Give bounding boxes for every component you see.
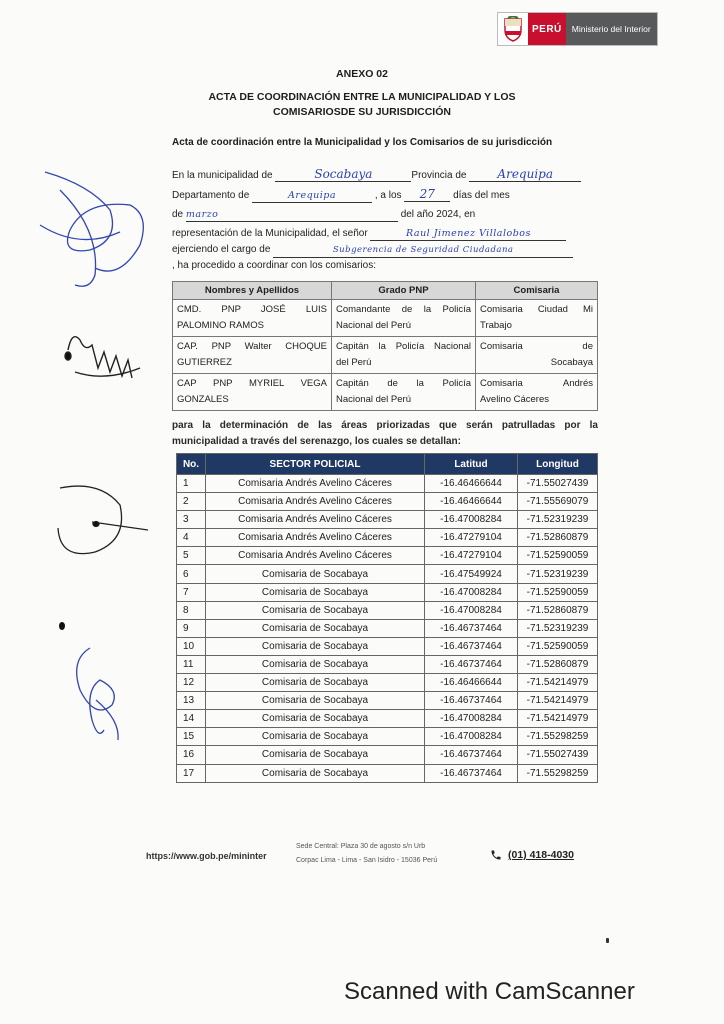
comisario-grade-line-1: Capitán de la Policía: [336, 378, 471, 389]
sector-latitude: -16.47279104: [425, 529, 518, 547]
comisario-grade-line-1: Capitán la Policía Nacional: [336, 341, 471, 352]
sector-longitude: -71.52319239: [518, 565, 598, 583]
sector-name: Comisaria Andrés Avelino Cáceres: [206, 529, 425, 547]
signature-4: [59, 622, 118, 740]
sector-name: Comisaria de Socabaya: [206, 746, 425, 764]
department-value: Arequipa: [252, 189, 372, 203]
comisario-station-line-1: Comisaria Ciudad Mi: [480, 304, 593, 315]
sector-latitude: -16.46466644: [425, 674, 518, 692]
comisario-name-line-1: CAP. PNP Walter CHOQUE: [177, 341, 327, 352]
label-month: días del mes: [453, 190, 510, 201]
sector-number: 4: [177, 529, 206, 547]
header-names: Nombres y Apellidos: [173, 282, 332, 300]
comisario-grade-line-2: Nacional del Perú: [336, 394, 411, 405]
sector-latitude: -16.47279104: [425, 547, 518, 565]
sector-name: Comisaria Andrés Avelino Cáceres: [206, 475, 425, 493]
sector-number: 11: [177, 655, 206, 673]
sector-name: Comisaria de Socabaya: [206, 710, 425, 728]
sector-number: 16: [177, 746, 206, 764]
paragraph-line-2: municipalidad a través del serenazgo, los cuales se detallan:: [172, 436, 461, 447]
label-year: del año 2024, en: [400, 209, 476, 220]
sector-number: 17: [177, 764, 206, 782]
sector-latitude: -16.47008284: [425, 710, 518, 728]
sector-longitude: -71.52590059: [518, 583, 598, 601]
sector-latitude: -16.46466644: [425, 475, 518, 493]
comisario-station-line-1: Comisaria Andrés: [480, 378, 593, 389]
sector-longitude: -71.54214979: [518, 692, 598, 710]
month-value: marzo: [186, 208, 398, 222]
label-de: de: [172, 209, 184, 220]
comisario-name-line-2: GONZALES: [177, 394, 229, 405]
sector-number: 6: [177, 565, 206, 583]
sector-name: Comisaria de Socabaya: [206, 692, 425, 710]
sector-longitude: -71.52590059: [518, 547, 598, 565]
signature-3: [58, 486, 148, 554]
sector-latitude: -16.46737464: [425, 637, 518, 655]
sector-latitude: -16.46737464: [425, 619, 518, 637]
label-position: ejerciendo el cargo de: [172, 244, 271, 255]
header-latitude: Latitud: [425, 454, 518, 475]
sector-longitude: -71.52319239: [518, 619, 598, 637]
sector-longitude: -71.52319239: [518, 511, 598, 529]
logo-ministry: Ministerio del Interior: [566, 13, 657, 45]
sector-name: Comisaria de Socabaya: [206, 728, 425, 746]
sector-number: 13: [177, 692, 206, 710]
document-subtitle: Acta de coordinación entre la Municipalidad y los Comisarios de su jurisdicción: [172, 137, 553, 148]
sector-longitude: -71.55027439: [518, 475, 598, 493]
municipality-value: Socabaya: [275, 168, 411, 182]
form-line-6: , ha procedido a coordinar con los comisarios:: [172, 260, 376, 271]
sector-name: Comisaria de Socabaya: [206, 583, 425, 601]
province-value: Arequipa: [469, 168, 581, 182]
title-line-1: ACTA DE COORDINACIÓN ENTRE LA MUNICIPALIDAD Y LOS: [208, 91, 516, 103]
sector-longitude: -71.52860879: [518, 529, 598, 547]
sector-name: Comisaria de Socabaya: [206, 637, 425, 655]
comisario-grade-line-2: Nacional del Perú: [336, 320, 411, 331]
header-grade: Grado PNP: [332, 282, 476, 300]
header-number: No.: [177, 454, 206, 475]
sector-longitude: -71.55298259: [518, 728, 598, 746]
phone-number: (01) 418-4030: [508, 849, 574, 861]
sector-longitude: -71.55027439: [518, 746, 598, 764]
sector-name: Comisaria de Socabaya: [206, 764, 425, 782]
paragraph-line-1: para la determinación de las áreas priorizadas que serán patrulladas por la: [172, 420, 598, 431]
comisario-name-line-1: CMD. PNP JOSÉ LUIS: [177, 304, 327, 315]
logo-country: PERÚ: [528, 13, 566, 45]
label-representative: representación de la Municipalidad, el señor: [172, 228, 368, 239]
sector-name: Comisaria de Socabaya: [206, 565, 425, 583]
signature-1: [40, 172, 143, 286]
comisario-station-line-1: Comisaria de: [480, 341, 593, 352]
representative-value: Raul Jimenez Villalobos: [370, 227, 566, 241]
sector-number: 12: [177, 674, 206, 692]
sector-number: 1: [177, 475, 206, 493]
sector-longitude: -71.55298259: [518, 764, 598, 782]
comisario-grade-line-1: Comandante de la Policía: [336, 304, 471, 315]
comisario-station-line-2: Trabajo: [480, 320, 512, 331]
sector-name: Comisaria de Socabaya: [206, 674, 425, 692]
sector-latitude: -16.46737464: [425, 692, 518, 710]
sector-number: 7: [177, 583, 206, 601]
header-longitude: Longitud: [518, 454, 598, 475]
position-value: Subgerencia de Seguridad Ciudadana: [273, 244, 573, 258]
sector-latitude: -16.46466644: [425, 493, 518, 511]
header-sector: SECTOR POLICIAL: [206, 454, 425, 475]
sector-longitude: -71.54214979: [518, 710, 598, 728]
label-province: Provincia de: [411, 170, 467, 181]
sector-number: 5: [177, 547, 206, 565]
comisario-station-line-2: Socabaya: [550, 357, 593, 368]
sector-longitude: -71.52860879: [518, 655, 598, 673]
comisario-name-line-1: CAP PNP MYRIEL VEGA: [177, 378, 327, 389]
sector-number: 3: [177, 511, 206, 529]
sector-longitude: -71.52860879: [518, 601, 598, 619]
sector-latitude: -16.47008284: [425, 511, 518, 529]
sector-latitude: -16.47008284: [425, 583, 518, 601]
sector-latitude: -16.46737464: [425, 746, 518, 764]
sector-name: Comisaria Andrés Avelino Cáceres: [206, 493, 425, 511]
comisario-name-line-2: PALOMINO RAMOS: [177, 320, 264, 331]
sector-longitude: -71.54214979: [518, 674, 598, 692]
sector-longitude: -71.52590059: [518, 637, 598, 655]
sector-name: Comisaria de Socabaya: [206, 619, 425, 637]
sector-latitude: -16.47008284: [425, 728, 518, 746]
label-department: Departamento de: [172, 190, 250, 201]
footer-url: https://www.gob.pe/mininter: [146, 851, 267, 861]
sector-number: 9: [177, 619, 206, 637]
signature-2: [65, 337, 140, 378]
comisario-name-line-2: GUTIERREZ: [177, 357, 232, 368]
day-value: 27: [404, 188, 450, 202]
comisario-grade-line-2: del Perú: [336, 357, 372, 368]
header-comisaria: Comisaria: [476, 282, 598, 300]
sector-latitude: -16.47549924: [425, 565, 518, 583]
sector-number: 2: [177, 493, 206, 511]
comisario-station-line-2: Avelino Cáceres: [480, 394, 550, 405]
title-line-2: COMISARIOSDE SU JURISDICCIÓN: [273, 106, 451, 118]
sector-number: 8: [177, 601, 206, 619]
address-line-2: Corpac Lima - Lima - San Isidro - 15036 Perú: [296, 857, 438, 864]
label-day: , a los: [374, 190, 402, 201]
address-line-1: Sede Central: Plaza 30 de agosto s/n Urb: [296, 843, 426, 850]
camscanner-watermark: Scanned with CamScanner: [344, 978, 635, 1005]
annex-label: ANEXO 02: [336, 68, 388, 80]
sector-latitude: -16.47008284: [425, 601, 518, 619]
sector-name: Comisaria de Socabaya: [206, 601, 425, 619]
sector-name: Comisaria de Socabaya: [206, 655, 425, 673]
sector-longitude: -71.55569079: [518, 493, 598, 511]
sector-latitude: -16.46737464: [425, 655, 518, 673]
label-municipality: En la municipalidad de: [172, 170, 273, 181]
sector-number: 10: [177, 637, 206, 655]
sector-number: 14: [177, 710, 206, 728]
sector-latitude: -16.46737464: [425, 764, 518, 782]
sector-name: Comisaria Andrés Avelino Cáceres: [206, 547, 425, 565]
sector-name: Comisaria Andrés Avelino Cáceres: [206, 511, 425, 529]
sector-number: 15: [177, 728, 206, 746]
